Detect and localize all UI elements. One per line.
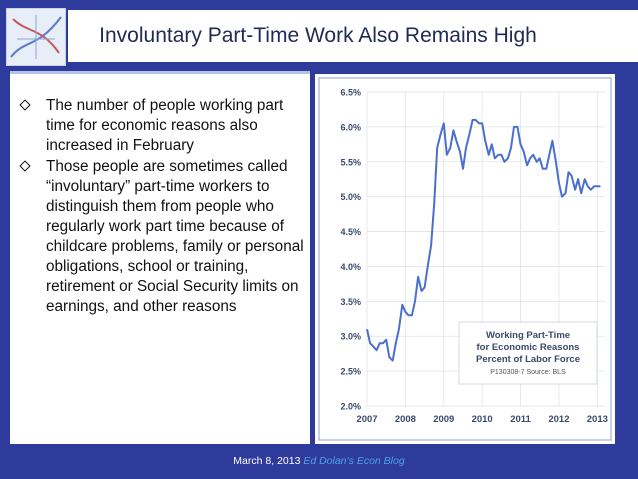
y-tick-label: 5.5% bbox=[340, 157, 361, 168]
legend-line-1: Working Part-Time bbox=[485, 330, 571, 341]
bullet-text: Those people are sometimes called “involuntary” part-time workers to distinguish them from people who regularly work part time because of childcare problems, family or personal obligations, school or training, retirement or Social Security limits on earnings, and other reasons bbox=[46, 158, 304, 315]
y-tick-label: 2.0% bbox=[340, 401, 361, 412]
x-tick-label: 2013 bbox=[586, 414, 608, 425]
footer bbox=[0, 455, 638, 467]
y-tick-label: 4.5% bbox=[340, 227, 361, 238]
logo-graphic bbox=[7, 9, 65, 65]
bullet-item bbox=[16, 96, 306, 156]
blog-logo bbox=[6, 8, 66, 66]
bullet-item bbox=[16, 157, 306, 317]
bullet-list bbox=[16, 96, 306, 318]
x-tick-label: 2010 bbox=[471, 414, 493, 425]
y-tick-label: 4.0% bbox=[340, 261, 361, 272]
y-tick-label: 3.0% bbox=[340, 331, 361, 342]
diamond-bullet-icon bbox=[19, 99, 30, 110]
text-panel bbox=[10, 74, 310, 444]
footer-blog-link[interactable]: Ed Dolan’s Econ Blog bbox=[303, 455, 405, 467]
x-tick-label: 2008 bbox=[394, 414, 416, 425]
slide-title: Involuntary Part-Time Work Also Remains High bbox=[99, 24, 537, 47]
y-tick-label: 6.5% bbox=[340, 87, 361, 98]
y-tick-label: 6.0% bbox=[340, 122, 361, 133]
y-tick-label: 5.0% bbox=[340, 192, 361, 203]
source-note: P130308-7 Source: BLS bbox=[490, 369, 566, 376]
y-tick-label: 2.5% bbox=[340, 366, 361, 377]
x-tick-label: 2009 bbox=[433, 414, 455, 425]
y-tick-label: 3.5% bbox=[340, 296, 361, 307]
legend-line-2: for Economic Reasons bbox=[476, 342, 580, 353]
diamond-bullet-icon bbox=[19, 160, 30, 171]
x-tick-label: 2012 bbox=[548, 414, 570, 425]
line-chart bbox=[315, 74, 615, 444]
title-bar bbox=[68, 10, 638, 62]
x-tick-label: 2011 bbox=[510, 414, 531, 425]
x-tick-label: 2007 bbox=[356, 414, 378, 425]
footer-date: March 8, 2013 bbox=[233, 455, 301, 467]
chart-panel bbox=[315, 74, 615, 444]
bullet-text: The number of people working part time for economic reasons also increased in February bbox=[46, 97, 284, 154]
legend-line-3: Percent of Labor Force bbox=[476, 354, 580, 365]
